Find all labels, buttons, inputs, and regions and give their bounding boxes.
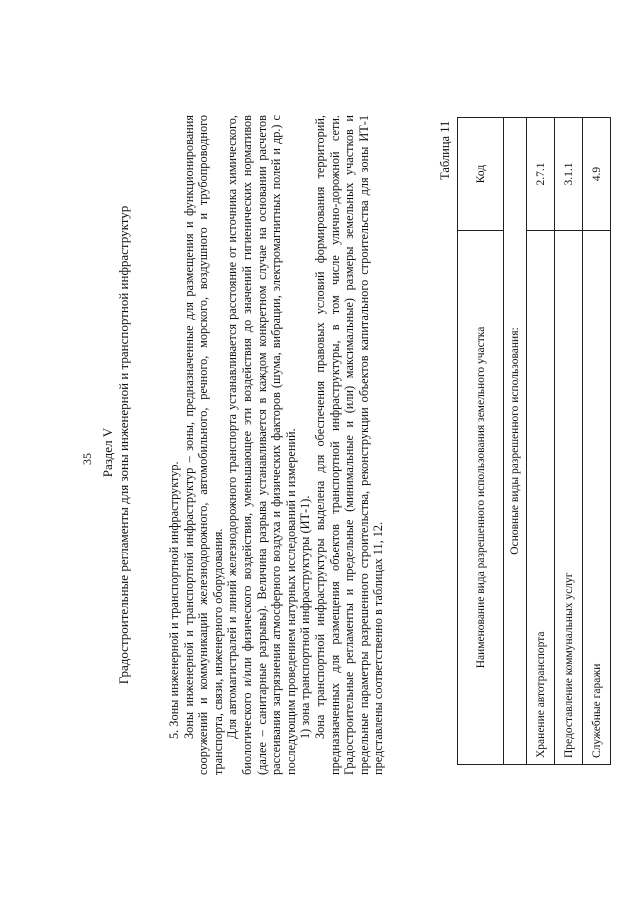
group-title: Основные виды разрешенного использования: xyxy=(504,118,527,765)
table-caption: Таблица 11 xyxy=(438,120,452,180)
column-header-name: Наименование вида разрешенного использования земельного участка xyxy=(458,231,504,765)
paragraph: Для автомагистралей и линий железнодорожного транспорта устанавливается расстояние от источника химического, биологического и/или физического воздействия, уменьшающее эти воздействия до значений гигиенических нормативов (далее – санитарные разрывы). Величина разрыва устанавливается в каждом конкретном случае на основании расчетов рассеивания загрязнения атмосферного воздуха и физических факторов (шума, вибрации, электромагнитных полей и др.) с последующим проведением натурных исследований и измерений. xyxy=(225,115,298,775)
table-row xyxy=(527,118,555,765)
permitted-use-table xyxy=(457,117,611,765)
paragraph: 5. Зоны инженерной и транспортной инфраструктур. xyxy=(167,461,181,739)
use-code: 2.7.1 xyxy=(527,118,555,231)
use-code: 3.1.1 xyxy=(555,118,583,231)
body-text xyxy=(167,115,386,775)
paragraph: 1) зона транспортной инфраструктуры (ИТ-1). xyxy=(298,495,313,739)
section-heading: Раздел V xyxy=(100,427,115,478)
paragraph: Зоны инженерной и транспортной инфраструктур – зоны, предназначенные для размещения и функционирования сооружений и коммуникаций железнодорожного, автомобильного, речного, морского, воздушного и трубопроводного транспорта, связи, инженерного оборудования. xyxy=(181,115,225,775)
use-code: 4.9 xyxy=(583,118,611,231)
table-group-row xyxy=(504,118,527,765)
use-name: Хранение автотранспорта xyxy=(527,231,555,765)
use-name: Предоставление коммунальных услуг xyxy=(555,231,583,765)
table-header-row xyxy=(458,118,504,765)
table-row xyxy=(555,118,583,765)
section-subtitle: Градостроительные регламенты для зоны инженерной и транспортной инфраструктур xyxy=(116,205,131,685)
column-header-code: Код xyxy=(458,118,504,231)
table-row xyxy=(583,118,611,765)
use-name: Служебные гаражи xyxy=(583,231,611,765)
page-number: 35 xyxy=(80,453,94,465)
paragraph: Зона транспортной инфраструктуры выделена для обеспечения правовых условий формирования территорий, предназначенных для размещения объектов транспортной инфраструктуры, в том числе улично-дорожной сети. Градостроительные регламенты и предельные (минимальные и (или) максимальные) размеры земельных участков и предельные параметры разрешенного строительства, реконструкции объектов капитального строительства для зоны ИТ-1 представлены соответственно в таблицах 11, 12. xyxy=(312,115,386,775)
